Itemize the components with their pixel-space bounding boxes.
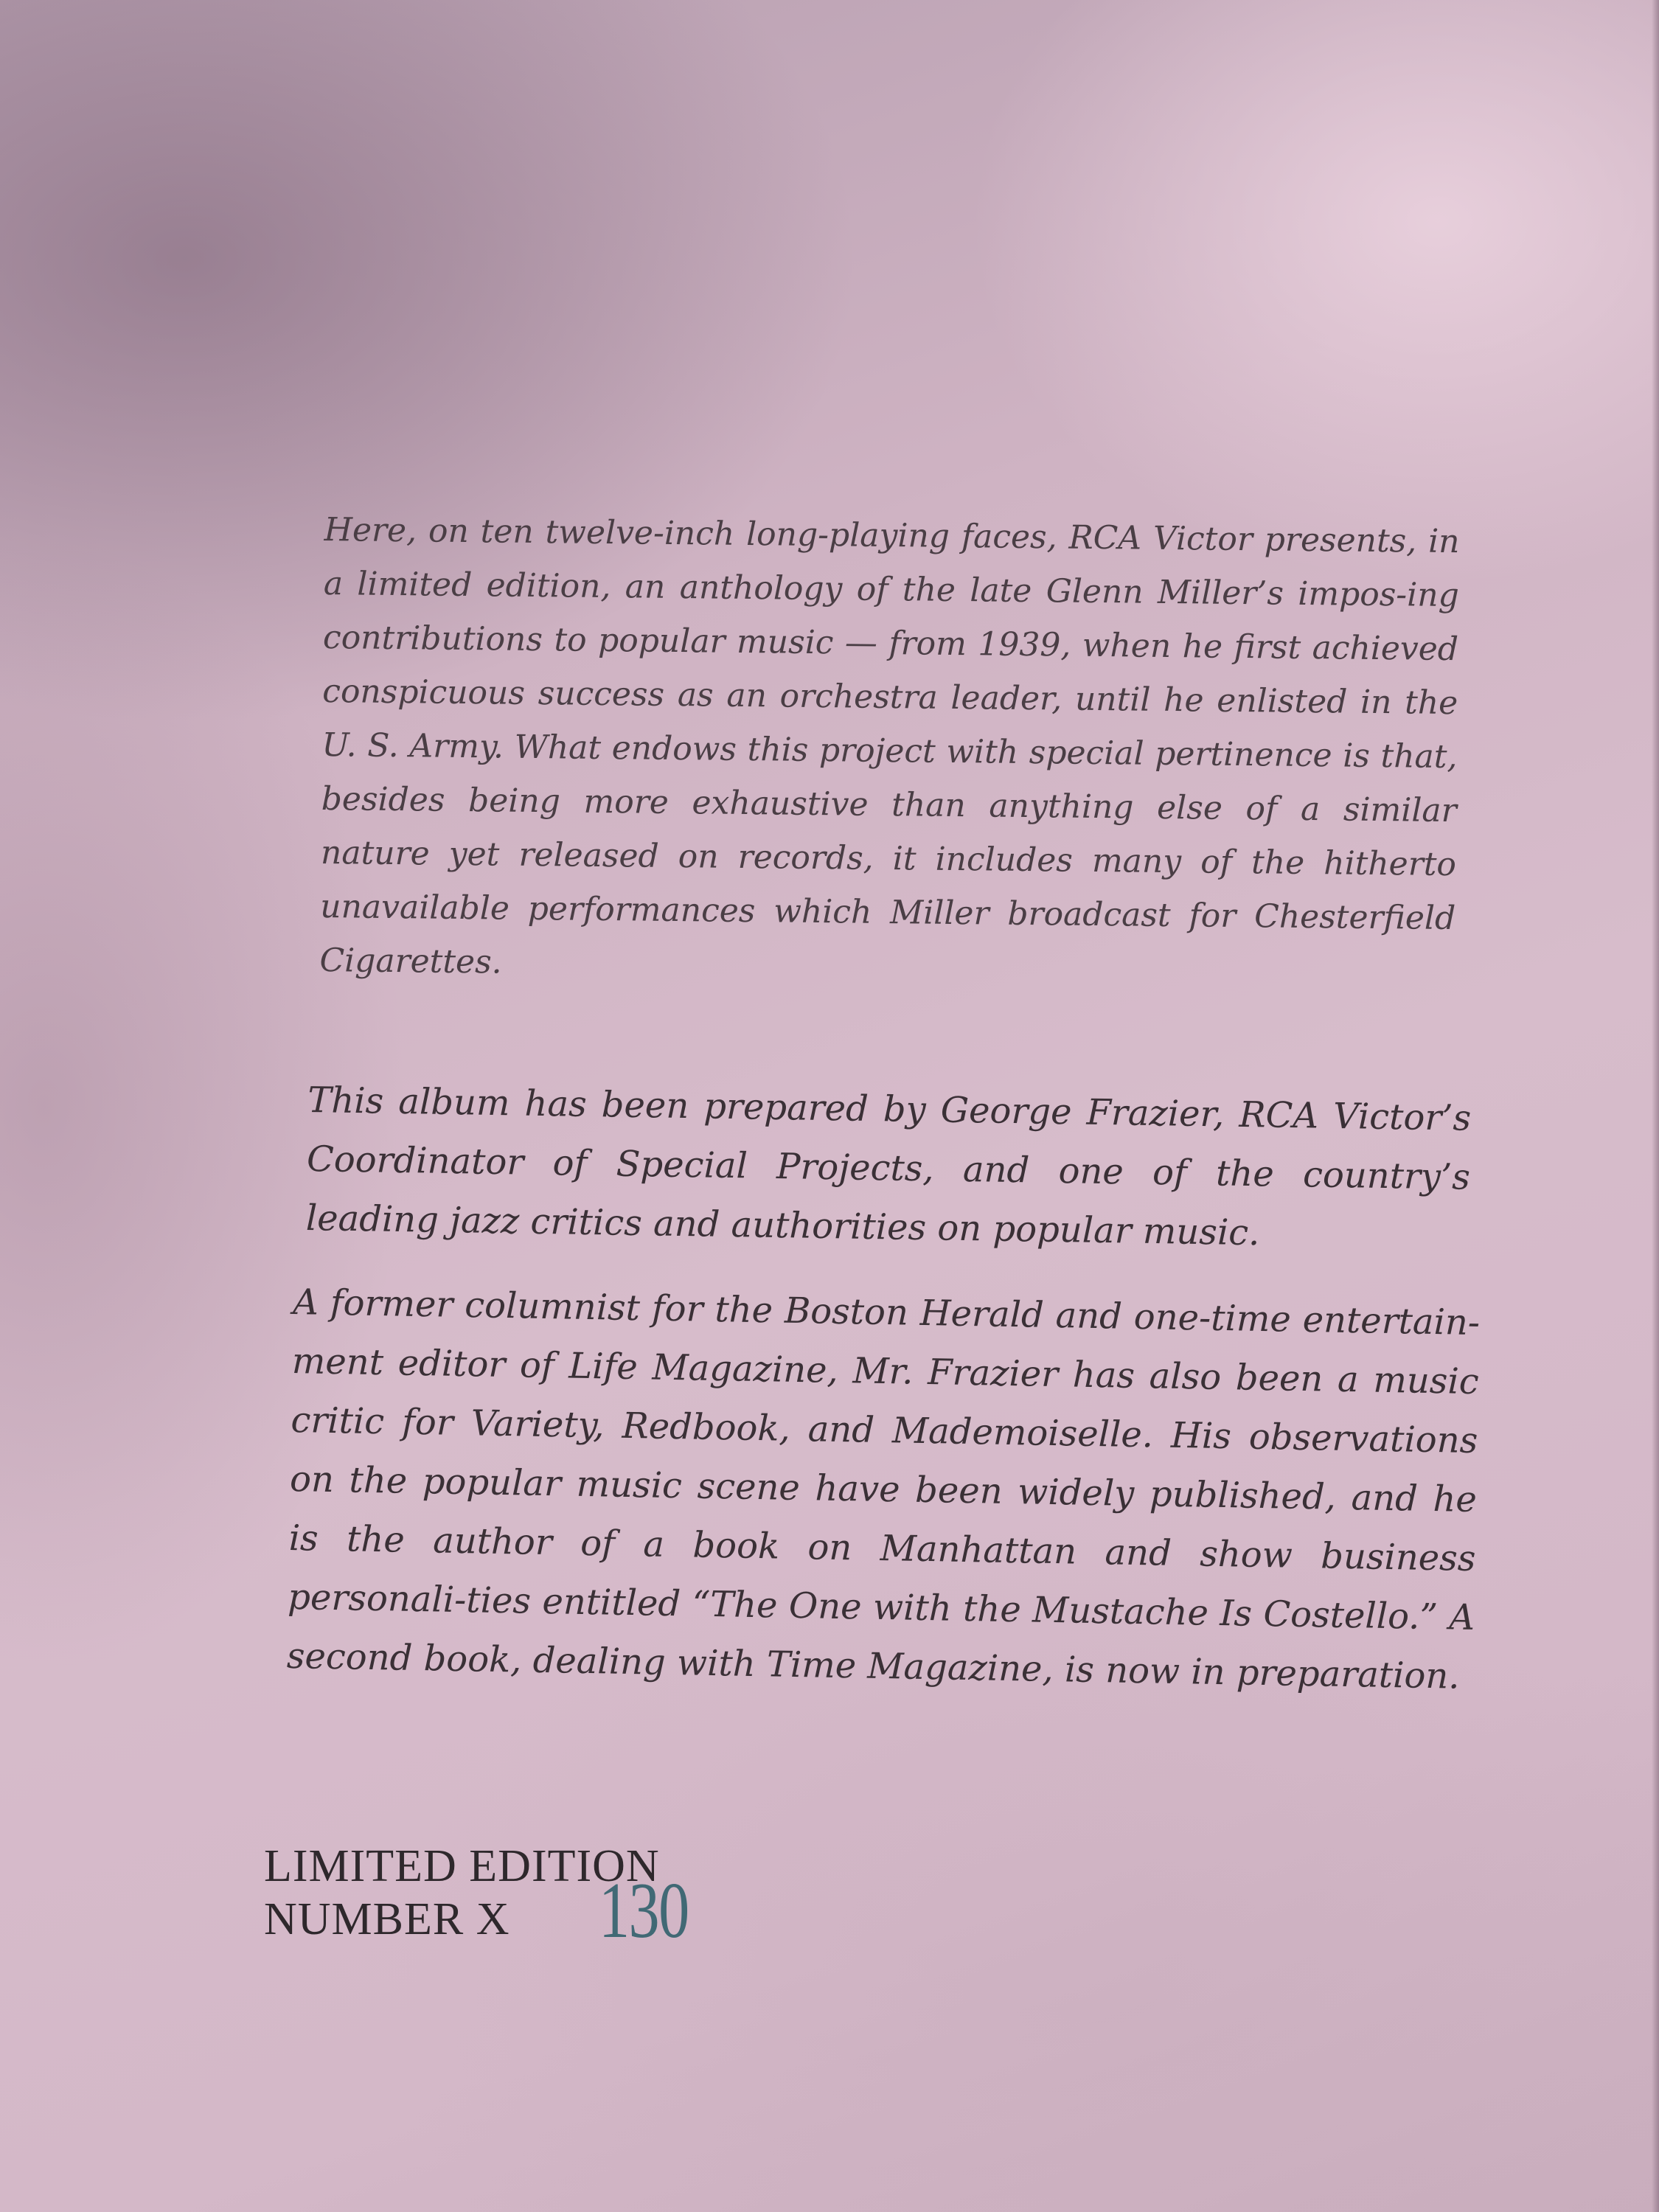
biography-paragraph: A former columnist for the Boston Herald and one-time entertain-ment editor of Life Magazine, Mr. Frazier has also been a music critic for Variety, Redbook, and Mademoiselle. His observations on the popular music scene have been widely published, and he is the author of a book on Manhattan and show business personali-ties entitled “The One with the Mustache Is Costello.” A second book, dealing with Time Magazine, is now in preparation. — [286, 1281, 1481, 1697]
limited-edition-label: LIMITED EDITION — [264, 1841, 660, 1891]
preparer-paragraph: This album has been prepared by George Frazier, RCA Victor’s Coordinator of Special Projects, and one of the country’s leading jazz critics and authorities on popular music. — [305, 1079, 1472, 1254]
edition-number-label: NUMBER X — [264, 1894, 510, 1944]
stamped-edition-number: 130 — [599, 1867, 689, 1955]
page-edge-shadow — [1652, 0, 1659, 2212]
intro-paragraph: Here, on ten twelve-inch long-playing faces, RCA Victor presents, in a limited edition, an anthology of the late Glenn Miller’s impos-ing contributions to popular music — from 1939, when he first achieved conspicuous success as an orchestra leader, until he enlisted in the U. S. Army. What endows this project with special pertinence is that, besides being more exhaustive than anything else of a similar nature yet released on records, it includes many of the hitherto unavailable performances which Miller broadcast for Chesterfield Cigarettes. — [319, 510, 1460, 981]
